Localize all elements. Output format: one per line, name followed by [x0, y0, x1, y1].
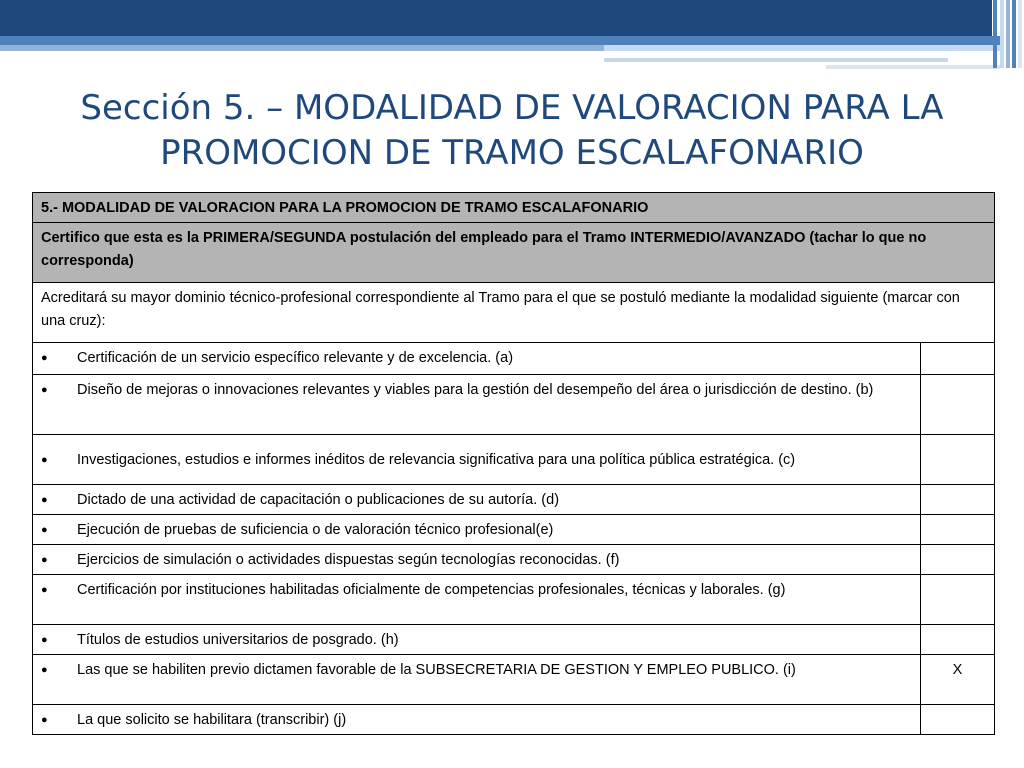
header-bar-light-left [0, 45, 604, 51]
option-b-cell [33, 375, 921, 435]
option-d-mark-box[interactable] [921, 485, 995, 515]
slide-title-line-2: PROMOCION DE TRAMO ESCALAFONARIO [160, 133, 864, 173]
option-i-text: Las que se habiliten previo dictamen favorable de la SUBSECRETARIA DE GESTION Y EMPLEO PUBLICO. (i) [77, 662, 796, 678]
option-g-text: Certificación por instituciones habilitadas oficialmente de competencias profesionales, técnicas y laborales. (g) [77, 582, 786, 598]
corner-stripe-5 [1018, 0, 1022, 68]
option-i-cell [33, 655, 921, 705]
corner-stripe-3 [1006, 0, 1010, 68]
option-f-cell [33, 545, 921, 575]
option-j-cell [33, 705, 921, 735]
corner-stripe-4 [1012, 0, 1016, 68]
instruction-row [33, 283, 995, 343]
option-b-mark-box[interactable] [921, 375, 995, 435]
table-header-row [33, 193, 995, 223]
option-i-mark-box[interactable]: X [921, 655, 995, 705]
table-row [33, 575, 995, 625]
option-d-cell [33, 485, 921, 515]
certification-row [33, 223, 995, 283]
table-row [33, 515, 995, 545]
option-f-mark-box[interactable] [921, 545, 995, 575]
option-e-cell [33, 515, 921, 545]
table-row [33, 655, 995, 705]
option-a-mark-box[interactable] [921, 343, 995, 375]
table-row [33, 343, 995, 375]
bullet-icon: ● [41, 664, 48, 676]
header-bar-medium [0, 36, 1000, 45]
option-c-text: Investigaciones, estudios e informes inéditos de relevancia significativa para una política pública estratégica. (c) [77, 452, 796, 468]
corner-stripe-1 [993, 0, 997, 68]
bullet-icon: ● [41, 554, 48, 566]
certification-cell: Certifico que esta es la PRIMERA/SEGUNDA postulación del empleado para el Tramo INTERMEDIO/AVANZADO (tachar lo que no corresponda) [33, 223, 995, 283]
option-b-text: Diseño de mejoras o innovaciones relevantes y viables para la gestión del desempeño del área o jurisdicción de destino. (b) [77, 382, 874, 398]
bullet-icon: ● [41, 494, 48, 506]
option-h-cell [33, 625, 921, 655]
option-c-cell [33, 435, 921, 485]
option-j-text: La que solicito se habilitara (transcribir) (j) [77, 712, 347, 728]
table-row [33, 705, 995, 735]
bullet-icon: ● [41, 634, 48, 646]
table-row [33, 485, 995, 515]
bullet-icon: ● [41, 384, 48, 396]
option-e-text: Ejecución de pruebas de suficiencia o de valoración técnico profesional(e) [77, 522, 554, 538]
bullet-icon: ● [41, 352, 48, 364]
bullet-icon: ● [41, 584, 48, 596]
bullet-icon: ● [41, 524, 48, 536]
header-thin-line-1 [604, 58, 948, 62]
header-bar-light-right [604, 45, 1000, 51]
slide-title [0, 86, 1024, 176]
option-d-text: Dictado de una actividad de capacitación o publicaciones de su autoría. (d) [77, 492, 560, 508]
header-thin-line-2 [826, 65, 1000, 69]
option-h-text: Títulos de estudios universitarios de posgrado. (h) [77, 632, 399, 648]
option-j-mark-box[interactable] [921, 705, 995, 735]
slide-title-line-1: Sección 5. – MODALIDAD DE VALORACION PARA LA [80, 88, 944, 128]
option-e-mark-box[interactable] [921, 515, 995, 545]
instruction-cell: Acreditará su mayor dominio técnico-profesional correspondiente al Tramo para el que se postuló mediante la modalidad siguiente (marcar con una cruz): [33, 283, 995, 343]
option-a-cell [33, 343, 921, 375]
valuation-table [32, 192, 995, 735]
option-f-text: Ejercicios de simulación o actividades dispuestas según tecnologías reconocidas. (f) [77, 552, 620, 568]
table-row [33, 545, 995, 575]
option-c-mark-box[interactable] [921, 435, 995, 485]
corner-stripe-2 [1000, 0, 1004, 68]
table-header-cell: 5.- MODALIDAD DE VALORACION PARA LA PROMOCION DE TRAMO ESCALAFONARIO [33, 193, 995, 223]
bullet-icon: ● [41, 454, 48, 466]
header-bar-dark [0, 0, 992, 36]
bullet-icon: ● [41, 714, 48, 726]
option-g-mark-box[interactable] [921, 575, 995, 625]
table-row [33, 435, 995, 485]
table-row [33, 625, 995, 655]
table-row [33, 375, 995, 435]
option-h-mark-box[interactable] [921, 625, 995, 655]
option-a-text: Certificación de un servicio específico relevante y de excelencia. (a) [77, 350, 514, 366]
option-g-cell [33, 575, 921, 625]
